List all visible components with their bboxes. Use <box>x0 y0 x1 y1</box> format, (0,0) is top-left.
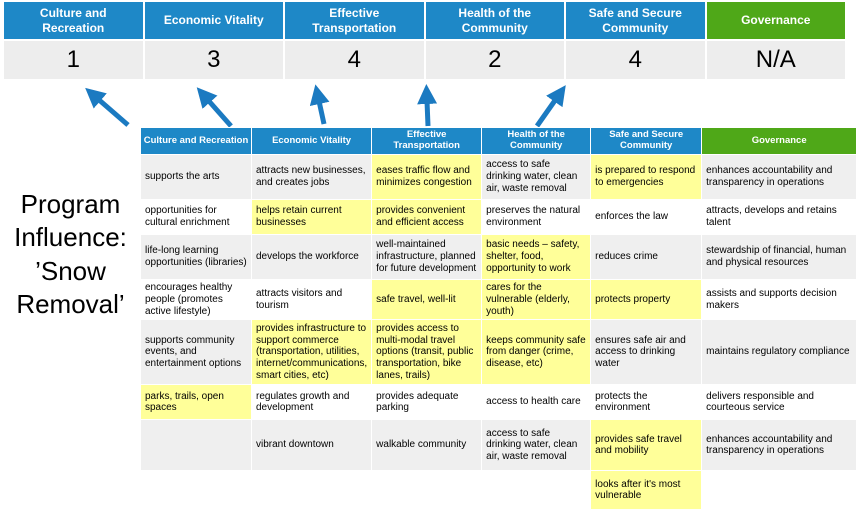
scoreboard <box>4 2 845 79</box>
arrow-icon-economic <box>208 100 231 126</box>
matrix-cell-5-governance: maintains regulatory compliance <box>702 320 857 385</box>
matrix-cell-5-safe-and-secure-community: ensures safe air and access to drinking water <box>591 320 702 385</box>
matrix-cell-3-safe-and-secure-community: reduces crime <box>591 235 702 280</box>
matrix-cell-2-economic-vitality: helps retain current businesses <box>252 200 372 235</box>
matrix-cell-2-safe-and-secure-community: enforces the law <box>591 200 702 235</box>
arrow-icon-culture <box>98 99 128 125</box>
arrow-icon-safe <box>537 99 556 126</box>
matrix-cell-3-economic-vitality: develops the workforce <box>252 235 372 280</box>
matrix-cell-6-safe-and-secure-community: protects the environment <box>591 385 702 420</box>
matrix-cell-7-health-of-the-community: access to safe drinking water, clean air, waste removal <box>482 420 591 471</box>
scoreboard-header-effective-transportation: Effective Transportation <box>285 2 424 39</box>
score-value-health-of-the-community: 2 <box>426 41 565 79</box>
matrix-cell-1-governance: enhances accountability and transparency in operations <box>702 155 857 200</box>
scoreboard-headers <box>4 2 845 39</box>
matrix-header-effective-transportation: Effective Transportation <box>372 128 482 155</box>
matrix-cell-3-governance: stewardship of financial, human and physical resources <box>702 235 857 280</box>
matrix-cell-2-culture-and-recreation: opportunities for cultural enrichment <box>141 200 252 235</box>
scoreboard-header-economic-vitality: Economic Vitality <box>145 2 284 39</box>
matrix-header-governance: Governance <box>702 128 857 155</box>
matrix-cell-8-health-of-the-community <box>482 471 591 510</box>
matrix-row-8 <box>141 471 857 510</box>
arrow-icon-health <box>427 101 428 126</box>
influence-matrix <box>140 127 857 510</box>
matrix-header-economic-vitality: Economic Vitality <box>252 128 372 155</box>
matrix-row-3 <box>141 235 857 280</box>
matrix-cell-6-governance: delivers responsible and courteous service <box>702 385 857 420</box>
program-title: Program Influence: ’Snow Removal’ <box>14 189 127 319</box>
matrix-cell-8-economic-vitality <box>252 471 372 510</box>
matrix-cell-8-safe-and-secure-community: looks after it's most vulnerable <box>591 471 702 510</box>
scoreboard-header-safe-and-secure-community: Safe and Secure Community <box>566 2 705 39</box>
score-value-culture-and-recreation: 1 <box>4 41 143 79</box>
matrix-row-4 <box>141 280 857 320</box>
matrix-cell-8-effective-transportation <box>372 471 482 510</box>
matrix-row-2 <box>141 200 857 235</box>
matrix-header-row <box>141 128 857 155</box>
score-value-safe-and-secure-community: 4 <box>566 41 705 79</box>
matrix-cell-2-effective-transportation: provides convenient and efficient access <box>372 200 482 235</box>
matrix-cell-1-economic-vitality: attracts new businesses, and creates jobs <box>252 155 372 200</box>
matrix-cell-6-effective-transportation: provides adequate parking <box>372 385 482 420</box>
matrix-cell-1-effective-transportation: eases traffic flow and minimizes congestion <box>372 155 482 200</box>
matrix-cell-7-safe-and-secure-community: provides safe travel and mobility <box>591 420 702 471</box>
matrix-cell-3-health-of-the-community: basic needs – safety, shelter, food, opportunity to work <box>482 235 591 280</box>
matrix-cell-2-governance: attracts, develops and retains talent <box>702 200 857 235</box>
matrix-cell-7-effective-transportation: walkable community <box>372 420 482 471</box>
matrix-cell-5-culture-and-recreation: supports community events, and entertainment options <box>141 320 252 385</box>
score-value-governance: N/A <box>707 41 846 79</box>
matrix-cell-5-health-of-the-community: keeps community safe from danger (crime, disease, etc) <box>482 320 591 385</box>
score-value-economic-vitality: 3 <box>145 41 284 79</box>
matrix-cell-4-effective-transportation: safe travel, well-lit <box>372 280 482 320</box>
matrix-cell-6-economic-vitality: regulates growth and development <box>252 385 372 420</box>
matrix-cell-5-economic-vitality: provides infrastructure to support commerce (transportation, utilities, internet/communications, smart cities, etc) <box>252 320 372 385</box>
matrix-body <box>141 155 857 510</box>
matrix-header-health-of-the-community: Health of the Community <box>482 128 591 155</box>
matrix-cell-7-economic-vitality: vibrant downtown <box>252 420 372 471</box>
matrix-cell-1-health-of-the-community: access to safe drinking water, clean air, waste removal <box>482 155 591 200</box>
matrix-cell-4-culture-and-recreation: encourages healthy people (promotes active lifestyle) <box>141 280 252 320</box>
matrix-cell-8-governance <box>702 471 857 510</box>
matrix-cell-4-safe-and-secure-community: protects property <box>591 280 702 320</box>
matrix-row-1 <box>141 155 857 200</box>
matrix-cell-8-culture-and-recreation <box>141 471 252 510</box>
scoreboard-header-culture-and-recreation: Culture and Recreation <box>4 2 143 39</box>
scoreboard-header-governance: Governance <box>707 2 846 39</box>
matrix-row-5 <box>141 320 857 385</box>
matrix-cell-4-health-of-the-community: cares for the vulnerable (elderly, youth) <box>482 280 591 320</box>
arrow-icon-transportation <box>319 101 324 124</box>
matrix-cell-7-governance: enhances accountability and transparency in operations <box>702 420 857 471</box>
matrix-row-6 <box>141 385 857 420</box>
matrix-cell-7-culture-and-recreation <box>141 420 252 471</box>
matrix-cell-4-economic-vitality: attracts visitors and tourism <box>252 280 372 320</box>
matrix-cell-3-culture-and-recreation: life-long learning opportunities (libraries) <box>141 235 252 280</box>
matrix-cell-1-safe-and-secure-community: is prepared to respond to emergencies <box>591 155 702 200</box>
matrix-row-7 <box>141 420 857 471</box>
matrix-cell-5-effective-transportation: provides access to multi-modal travel options (transit, public transportation, bike lanes, trails) <box>372 320 482 385</box>
matrix-cell-2-health-of-the-community: preserves the natural environment <box>482 200 591 235</box>
scoreboard-scores <box>4 41 845 79</box>
influence-arrows <box>0 78 859 130</box>
matrix-header-culture-and-recreation: Culture and Recreation <box>141 128 252 155</box>
matrix-cell-3-effective-transportation: well-maintained infrastructure, planned for future development <box>372 235 482 280</box>
score-value-effective-transportation: 4 <box>285 41 424 79</box>
matrix-cell-1-culture-and-recreation: supports the arts <box>141 155 252 200</box>
matrix-cell-6-culture-and-recreation: parks, trails, open spaces <box>141 385 252 420</box>
matrix-header-safe-and-secure-community: Safe and Secure Community <box>591 128 702 155</box>
scoreboard-header-health-of-the-community: Health of the Community <box>426 2 565 39</box>
matrix-cell-6-health-of-the-community: access to health care <box>482 385 591 420</box>
matrix-cell-4-governance: assists and supports decision makers <box>702 280 857 320</box>
